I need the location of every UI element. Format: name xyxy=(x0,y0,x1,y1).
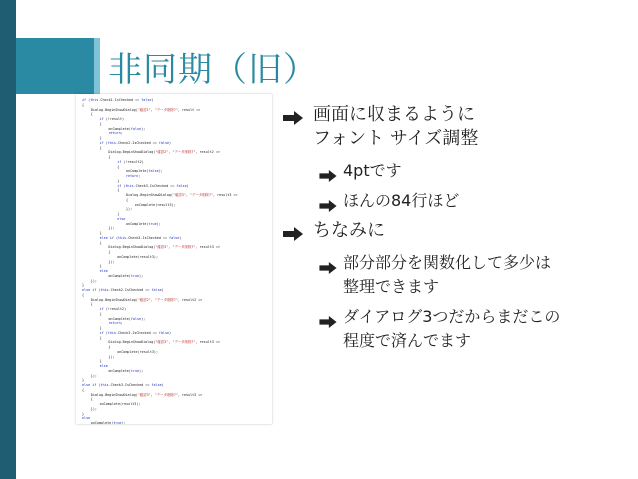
code-line: } xyxy=(82,283,85,288)
code-line: Dialog.BeginShowDialog("確認3", "データ削除?", result3 => xyxy=(126,193,238,197)
code-line: } xyxy=(99,264,102,269)
sub-bullet-item xyxy=(283,159,633,183)
code-line: onComplete(result3); xyxy=(99,402,141,406)
code-line: { xyxy=(99,145,102,150)
code-line: return; xyxy=(108,321,123,326)
code-line: Dialog.BeginShowDialog("確認2", "データ削除?", result2 => xyxy=(90,297,203,302)
code-line: } xyxy=(82,378,85,383)
title-decor-bar xyxy=(16,38,94,94)
arrow-bullet-icon xyxy=(283,108,303,122)
code-line: }); xyxy=(108,226,115,231)
code-line: { xyxy=(108,250,111,254)
code-line: else if (this.Check3.IsChecked == false) xyxy=(99,235,182,240)
code-line: { xyxy=(90,397,93,402)
bullet-text: フォント サイズ調整 xyxy=(313,128,479,149)
sub-bullet-text: ほんの84行ほど xyxy=(343,191,460,210)
code-line: } xyxy=(99,136,102,140)
arrow-bullet-icon xyxy=(283,224,303,238)
code-line: { xyxy=(90,112,93,117)
code-screenshot xyxy=(76,94,272,424)
code-line: else if (this.Check2.IsChecked == false) xyxy=(82,288,164,292)
code-line: }); xyxy=(108,354,115,359)
code-line: } xyxy=(117,178,120,183)
arrow-bullet-icon xyxy=(319,195,337,207)
code-line: else xyxy=(99,269,108,273)
code-line: onComplete(false); xyxy=(108,316,146,321)
code-line: { xyxy=(82,387,85,392)
code-line: { xyxy=(99,335,102,340)
code-line: return; xyxy=(126,174,141,178)
code-line: else xyxy=(99,364,108,368)
arrow-bullet-icon xyxy=(319,257,337,269)
code-line: { xyxy=(82,292,85,297)
code-line: } xyxy=(99,326,102,330)
bullet-text: 画面に収まるように xyxy=(313,104,475,125)
sub-bullet-item xyxy=(283,189,633,213)
code-line: }); xyxy=(108,259,115,264)
sub-bullet-item xyxy=(283,305,633,353)
title-decor-accent xyxy=(94,38,100,94)
code-line: else xyxy=(117,216,126,221)
code-line: Dialog.BeginShowDialog("確認2", "データ削除?", result2 => xyxy=(108,150,220,155)
arrow-bullet-icon xyxy=(319,165,337,177)
code-line: onComplete(true); xyxy=(126,221,161,226)
code-line: Dialog.BeginShowDialog("確認3", "データ削除?", result3 => xyxy=(108,245,220,250)
code-line: onComplete(false); xyxy=(108,126,146,131)
code-line: else xyxy=(82,416,91,421)
sub-bullet-text: 程度で済んでます xyxy=(343,331,472,350)
code-line: onComplete(result3); xyxy=(134,202,176,207)
code-line: else if (this.Check3.IsChecked == false) xyxy=(82,383,164,387)
code-line: { xyxy=(90,302,93,307)
code-line: onComplete(false); xyxy=(126,169,163,174)
code-line: return; xyxy=(108,131,123,136)
bullet-item xyxy=(283,219,633,243)
code-line: { xyxy=(99,311,102,316)
code-line: onComplete(true); xyxy=(90,421,126,424)
code-line: }); xyxy=(126,207,133,212)
sub-bullet-text: 部分部分を関数化して多少は xyxy=(343,253,552,272)
code-line: }); xyxy=(90,373,97,378)
slide-title: 非同期（旧） xyxy=(108,50,318,90)
code-line: Dialog.BeginShowDialog("確認3", "データ削除?", result3 => xyxy=(108,340,220,345)
code-line: if (!result2) xyxy=(117,159,144,164)
left-decor-strip xyxy=(0,0,16,479)
code-line: } xyxy=(99,231,102,235)
code-line: Dialog.BeginShowDialog("確認3", "データ削除?", result3 => xyxy=(90,392,203,397)
code-line: { xyxy=(108,155,111,159)
code-line: { xyxy=(108,345,111,349)
code-line: { xyxy=(126,197,129,202)
code-line: { xyxy=(117,164,120,169)
code-line: } xyxy=(117,212,120,216)
code-line: onComplete(true); xyxy=(108,368,144,373)
sub-bullet-text: 整理できます xyxy=(343,277,440,296)
code-line: if (this.Check3.IsChecked == false) xyxy=(117,183,189,188)
code-line: } xyxy=(82,411,85,416)
code-line: if (this.Check2.IsChecked == false) xyxy=(99,140,172,145)
code-line: }); xyxy=(90,406,97,411)
sub-bullet-item xyxy=(283,251,633,299)
code-line: if (!result) xyxy=(99,117,125,121)
code-line: }); xyxy=(90,278,97,283)
code-line: onComplete(true); xyxy=(108,273,144,278)
code-line: } xyxy=(99,359,102,364)
code-line: if (this.Check3.IsChecked == false) xyxy=(99,330,172,335)
code-line: onComplete(result3); xyxy=(117,349,159,354)
code-line: { xyxy=(82,102,85,107)
code-line: { xyxy=(99,121,102,126)
code-line: if (!result2) xyxy=(99,307,127,311)
bullet-list xyxy=(283,103,633,359)
code-line: onComplete(result3); xyxy=(117,254,159,259)
arrow-bullet-icon xyxy=(319,311,337,323)
bullet-text: ちなみに xyxy=(313,220,385,241)
sub-bullet-text: 4ptです xyxy=(343,161,402,180)
sub-bullet-text: ダイアログ3つだからまだこの xyxy=(343,307,561,326)
code-line: if (this.Check1.IsChecked == false) xyxy=(82,98,154,102)
code-line: Dialog.BeginShowDialog("確認1", "データ削除?", result => xyxy=(90,107,201,112)
bullet-item xyxy=(283,103,633,151)
code-line: { xyxy=(99,240,102,245)
code-line: { xyxy=(117,188,120,193)
